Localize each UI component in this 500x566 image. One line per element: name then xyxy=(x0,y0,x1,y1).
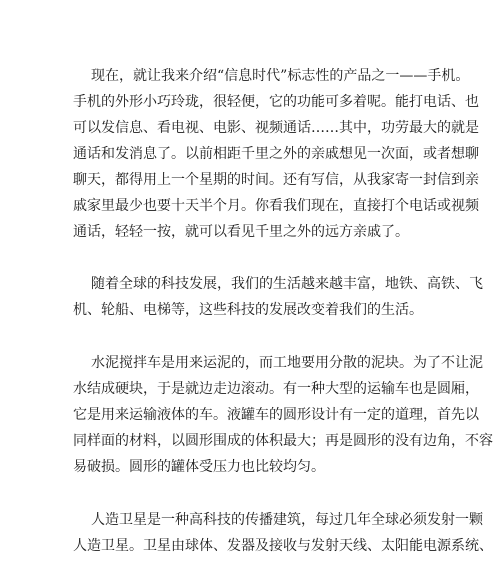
text-line: 同样面的材料，以圆形围成的体积最大；再是圆形的没有边角，不容 xyxy=(73,433,493,449)
text-line: 水结成硬块，于是就边走边滚动。有一种大型的运输车也是圆厢， xyxy=(73,381,479,397)
text-line: 聊天，都得用上一个星期的时间。还有写信，从我家寄一封信到亲 xyxy=(73,172,479,188)
text-line: 通话和发消息了。以前相距千里之外的亲戚想见一次面，或者想聊 xyxy=(73,146,479,162)
text-line: 机、轮船、电梯等，这些科技的发展改变着我们的生活。 xyxy=(73,302,423,318)
text-line: 它是用来运输液体的车。液罐车的圆形设计有一定的道理，首先以 xyxy=(73,407,479,423)
text-line: 随着全球的科技发展，我们的生活越来越丰富，地铁、高铁、飞 xyxy=(91,276,483,292)
text-line: 现在，就让我来介绍“信息时代”标志性的产品之一——手机。 xyxy=(91,68,470,84)
text-line: 人造卫星。卫星由球体、发器及接收与发射天线、太阳能电源系统、 xyxy=(73,538,493,554)
text-line: 可以发信息、看电视、电影、视频通话……其中，功劳最大的就是 xyxy=(73,120,479,136)
text-line: 水泥搅拌车是用来运泥的，而工地要用分散的泥块。为了不让泥 xyxy=(91,355,483,371)
text-line: 戚家里最少也要十天半个月。你看我们现在，直接打个电话或视频 xyxy=(73,198,479,214)
text-line: 易破损。圆形的罐体受压力也比较均匀。 xyxy=(73,459,325,475)
text-line: 通话，轻轻一按，就可以看见千里之外的远方亲戚了。 xyxy=(73,224,409,240)
text-line: 人造卫星是一种高科技的传播建筑，每过几年全球必须发射一颗 xyxy=(91,512,483,528)
text-line: 手机的外形小巧玲珑，很轻便，它的功能可多着呢。能打电话、也 xyxy=(73,94,479,110)
